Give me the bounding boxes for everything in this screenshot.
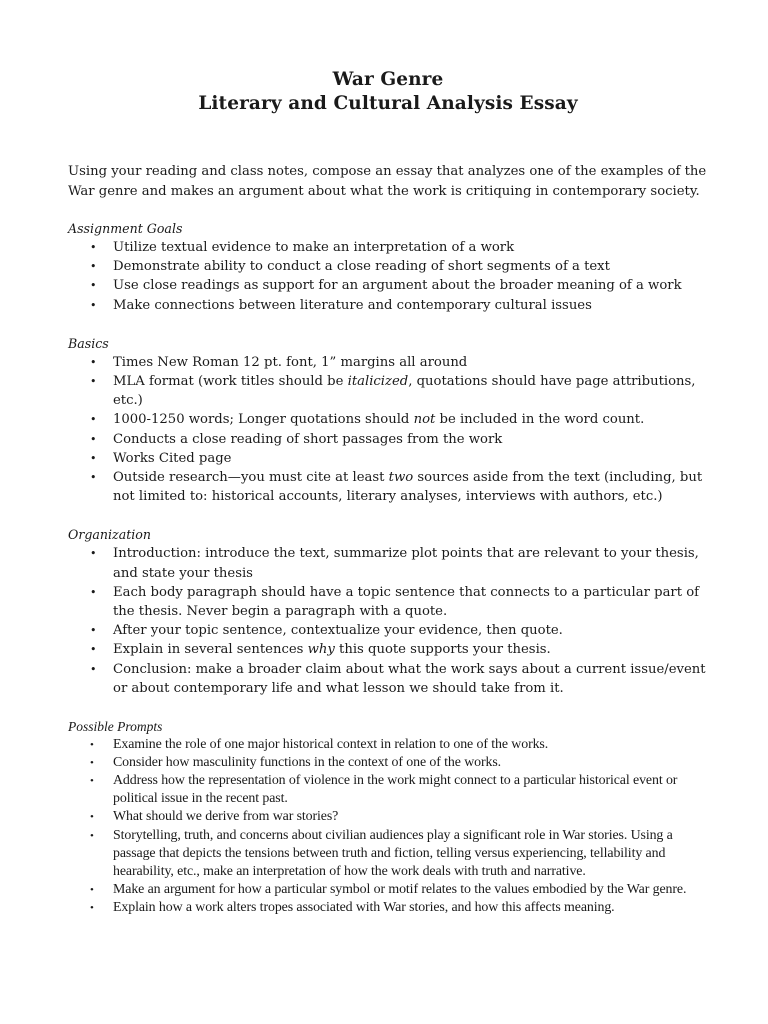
- list-item: • Utilize textual evidence to make an interpretation of a work: [68, 238, 708, 257]
- list-item: • Introduction: introduce the text, summarize plot points that are relevant to your thesis, and state your thesis: [90, 546, 699, 581]
- title-line-1: War Genre: [332, 69, 444, 90]
- list-item: • Examine the role of one major historical context in relation to one of the works.: [68, 736, 708, 754]
- list-item: • After your topic sentence, contextualize your evidence, then quote.: [68, 621, 708, 640]
- bullet-icon: •: [90, 260, 97, 274]
- list-item: • Demonstrate ability to conduct a close reading of short segments of a text: [68, 257, 708, 276]
- bullet-icon: •: [90, 624, 97, 638]
- list-item: • Times New Roman 12 pt. font, 1” margins all around: [68, 353, 708, 372]
- bullet-icon: •: [90, 279, 97, 293]
- list-item: • What should we derive from war stories?: [68, 808, 708, 826]
- bullet-icon: •: [90, 883, 94, 896]
- section-basics: [68, 334, 708, 507]
- bullet-icon: •: [90, 775, 94, 788]
- organization-list: [68, 544, 708, 698]
- bullet-icon: •: [90, 471, 97, 485]
- section-heading-goals: Assignment Goals: [68, 221, 183, 236]
- prompts-list: [68, 736, 708, 917]
- section-heading-basics: Basics: [68, 335, 109, 351]
- list-item: • Each body paragraph should have a topic sentence that connects to a particular part of the thesis. Never begin a paragraph with a quote.: [90, 584, 700, 620]
- intro-paragraph: Using your reading and class notes, compose an essay that analyzes one of the examples of the War genre and makes an argument about what the work is critiquing in contemporary society.: [68, 164, 707, 199]
- bullet-icon: •: [90, 451, 97, 465]
- list-item: • Make connections between literature and contemporary cultural issues: [68, 296, 708, 315]
- section-organization: [68, 525, 708, 698]
- bullet-icon: •: [90, 413, 97, 427]
- list-item: • Storytelling, truth, and concerns about civilian audiences play a significant role in War stories. Using a passage that depicts the tensions between truth and fiction, telling versus experiencing, tellability and hearability, etc., make an interpretation of how the work deals with truth and narrative.: [90, 827, 673, 879]
- list-item: • Address how the representation of violence in the work might connect to a particular historical event or political issue in the recent past.: [90, 773, 678, 807]
- basics-list: [68, 353, 708, 507]
- bullet-icon: •: [90, 829, 94, 842]
- section-assignment-goals: [68, 219, 708, 315]
- bullet-icon: •: [90, 355, 97, 369]
- document-page: [68, 68, 708, 917]
- bullet-icon: •: [90, 547, 97, 561]
- list-item: • Consider how masculinity functions in the context of one of the works.: [68, 754, 708, 772]
- list-item: • Explain in several sentences why this quote supports your thesis.: [68, 640, 708, 659]
- bullet-icon: •: [90, 901, 94, 914]
- bullet-icon: •: [90, 298, 97, 312]
- title-line-2: Literary and Cultural Analysis Essay: [198, 93, 578, 114]
- list-item: • MLA format (work titles should be italicized, quotations should have page attributions, etc.): [90, 374, 696, 409]
- list-item: • 1000-1250 words; Longer quotations should not be included in the word count.: [68, 410, 708, 429]
- bullet-icon: •: [90, 739, 94, 752]
- section-possible-prompts: [68, 717, 708, 917]
- goals-list: [68, 238, 708, 315]
- list-item: • Conducts a close reading of short passages from the work: [68, 430, 708, 449]
- section-heading-organization: Organization: [68, 527, 151, 543]
- bullet-icon: •: [90, 375, 97, 389]
- bullet-icon: •: [90, 585, 97, 599]
- bullet-icon: •: [90, 757, 94, 770]
- list-item: • Use close readings as support for an argument about the broader meaning of a work: [68, 276, 708, 295]
- section-heading-prompts: Possible Prompts: [68, 719, 163, 735]
- list-item: • Outside research—you must cite at least two sources aside from the text (including, but not limited to: historical accounts, literary analyses, interviews with authors, etc.): [90, 470, 703, 505]
- bullet-icon: •: [90, 432, 97, 446]
- list-item: • Explain how a work alters tropes associated with War stories, and how this affects meaning.: [68, 899, 708, 917]
- bullet-icon: •: [90, 241, 97, 254]
- bullet-icon: •: [90, 643, 97, 657]
- list-item: • Make an argument for how a particular symbol or motif relates to the values embodied by the War genre.: [68, 881, 708, 899]
- bullet-icon: •: [90, 811, 94, 824]
- list-item: • Conclusion: make a broader claim about what the work says about a current issue/event or about contemporary life and what lesson we should take from it.: [90, 661, 706, 696]
- list-item: • Works Cited page: [68, 449, 708, 468]
- bullet-icon: •: [90, 662, 97, 676]
- document-title: [68, 68, 708, 116]
